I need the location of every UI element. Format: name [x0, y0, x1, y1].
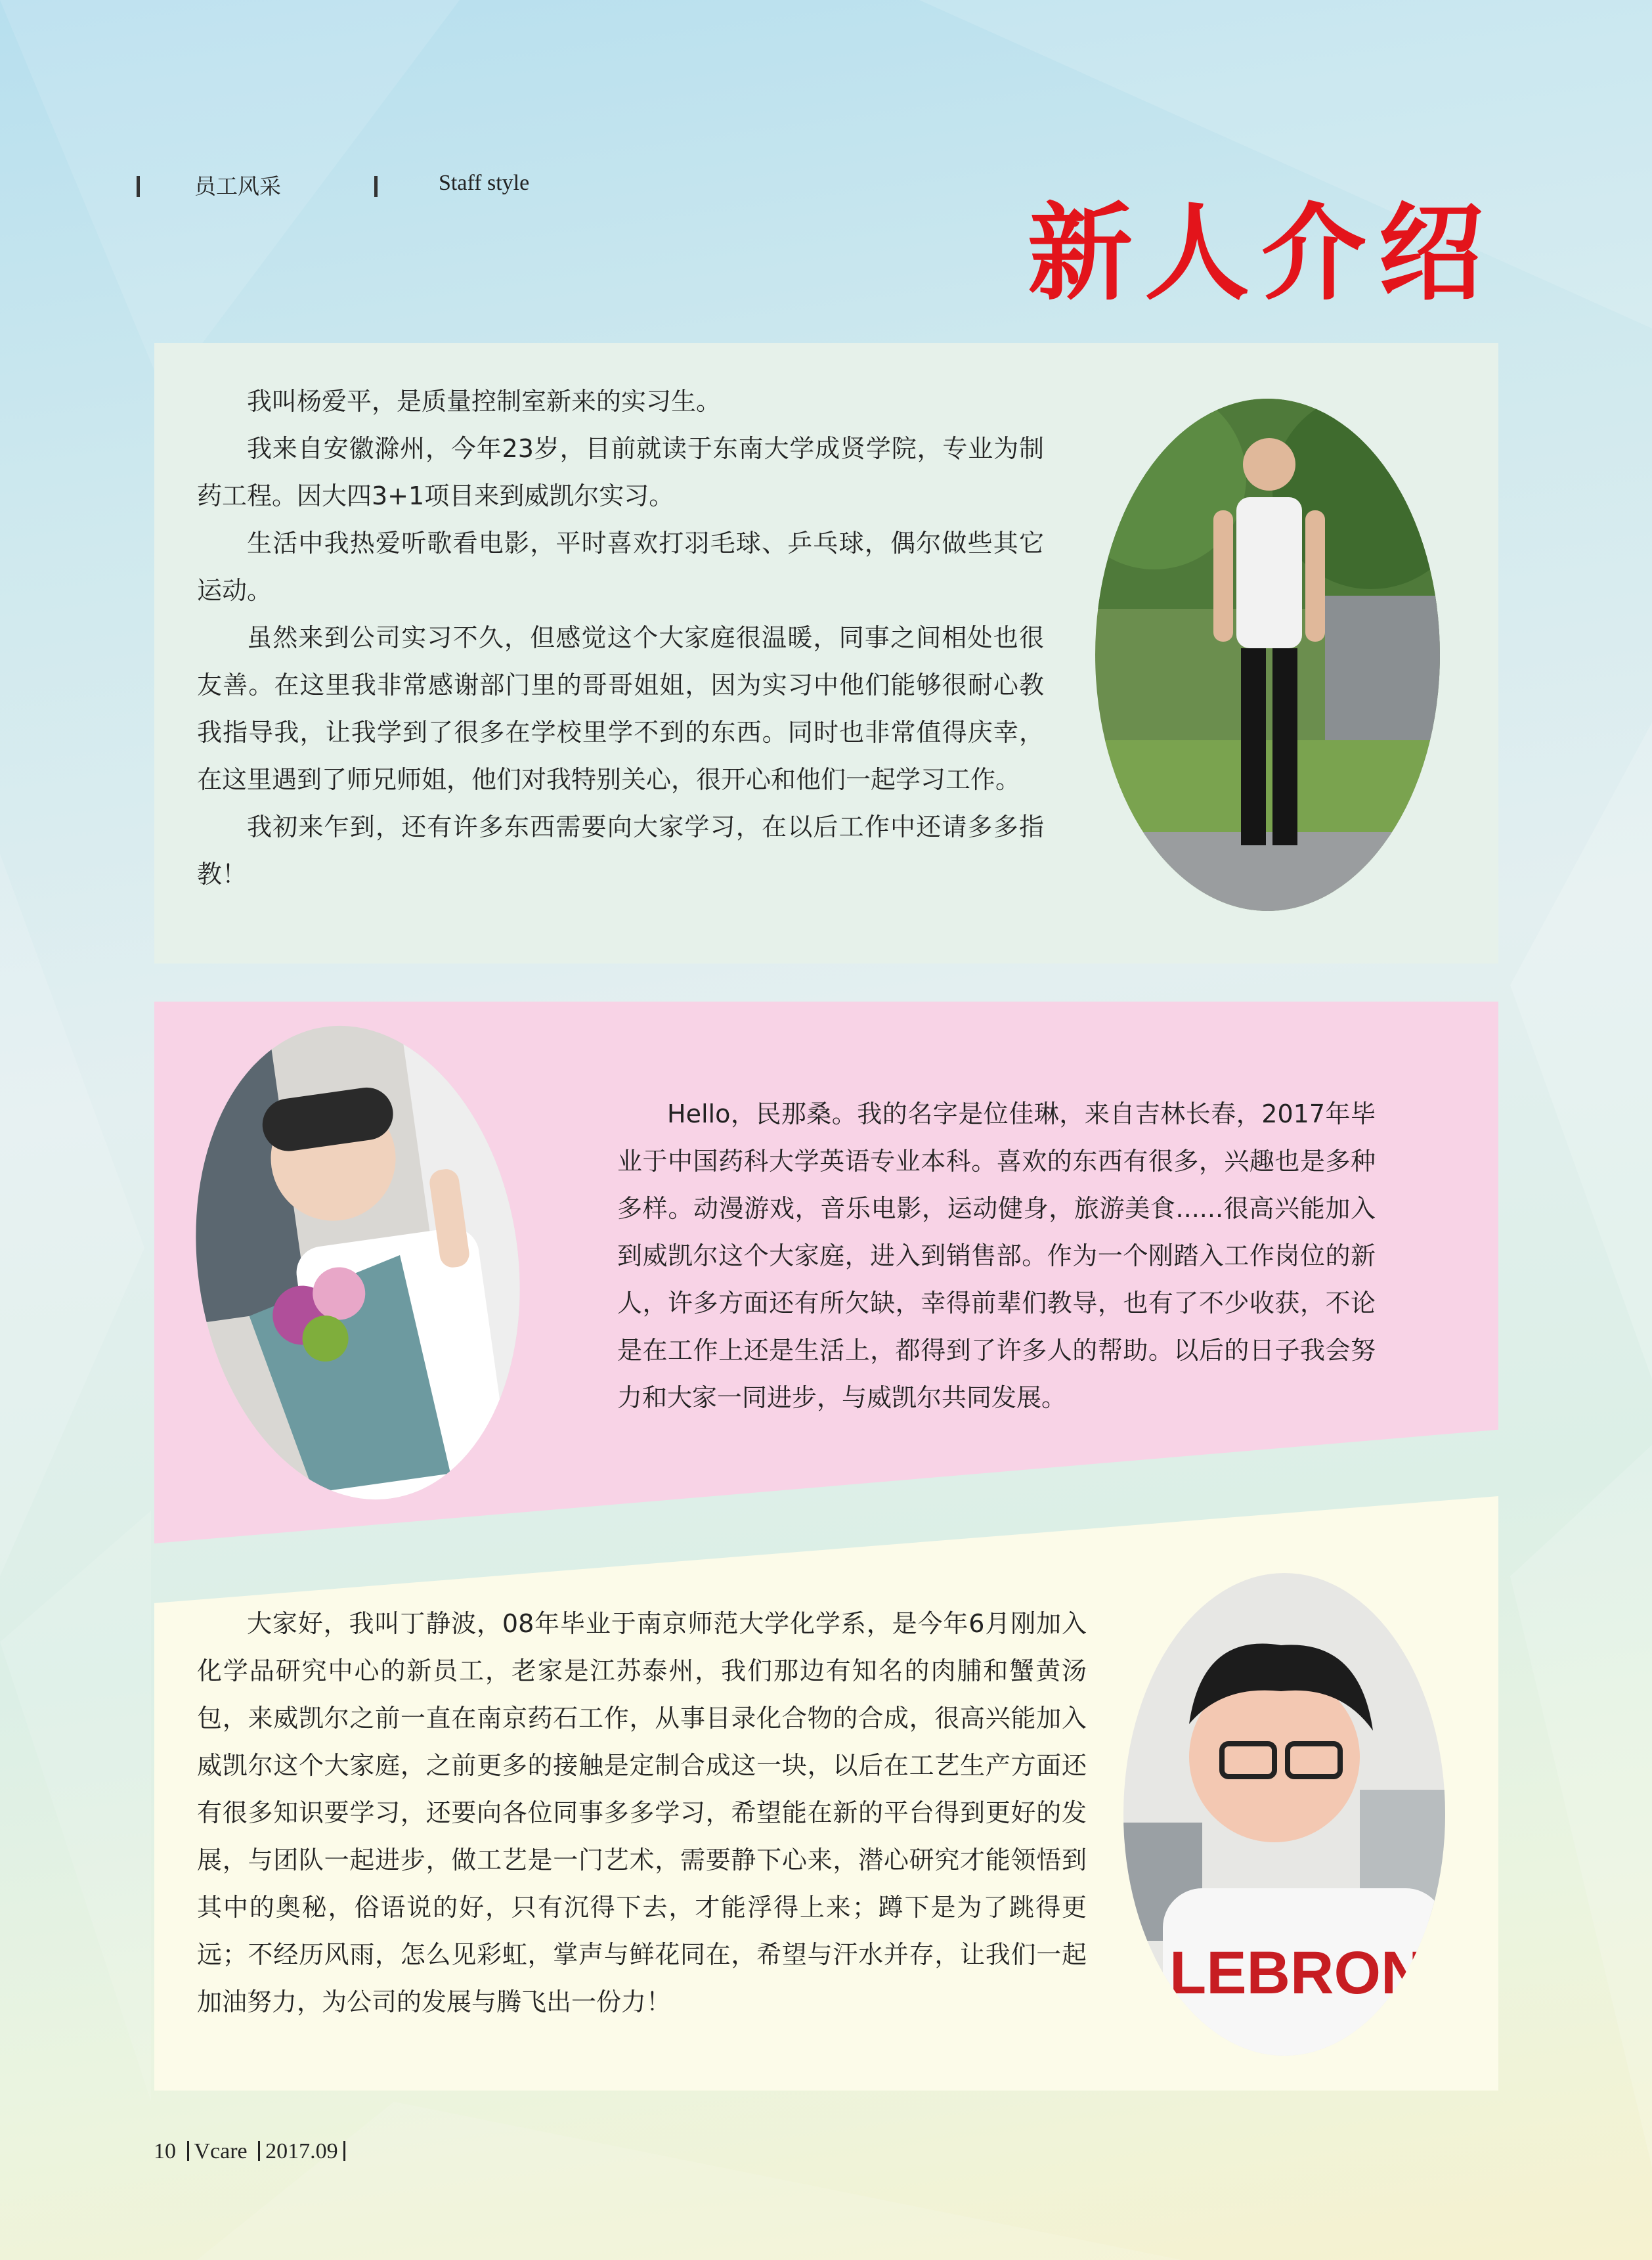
paragraph: 虽然来到公司实习不久，但感觉这个大家庭很温暖，同事之间相处也很友善。在这里我非常感谢部门里的哥哥姐姐，因为实习中他们能够很耐心教我指导我，让我学到了很多在学校里学不到的东西。同时也非常值得庆幸，在这里遇到了师兄师姐，他们对我特别关心，很开心和他们一起学习工作。 — [197, 623, 1044, 794]
paragraph: 我叫杨爱平，是质量控制室新来的实习生。 — [247, 387, 722, 416]
page-title: 新人介绍 — [1028, 191, 1496, 315]
footer-divider — [187, 2141, 189, 2161]
footer-divider — [258, 2141, 260, 2161]
paragraph: 我来自安徽滁州，今年23岁，目前就读于东南大学成贤学院，专业为制药工程。因大四3+1项目来到威凯尔实习。 — [197, 434, 1044, 510]
page-number: 10 — [154, 2139, 176, 2163]
intro-text-1 — [197, 378, 1044, 898]
intro-text-3 — [197, 1600, 1087, 2026]
page-footer — [154, 2139, 351, 2164]
magazine-name: Vcare — [194, 2139, 248, 2163]
paragraph: 大家好，我叫丁静波，08年毕业于南京师范大学化学系，是今年6月刚加入化学品研究中心的新员工，老家是江苏泰州，我们那边有知名的肉脯和蟹黄汤包，来威凯尔之前一直在南京药石工作，从事目录化合物的合成，很高兴能加入威凯尔这个大家庭，之前更多的接触是定制合成这一块，以后在工艺生产方面还有很多知识要学习，还要向各位同事多多学习，希望能在新的平台得到更好的发展，与团队一起进步，做工艺是一门艺术，需要静下心来，潜心研究才能领悟到其中的奥秘，俗语说的好，只有沉得下去，才能浮得上来；蹲下是为了跳得更远；不经历风雨，怎么见彩虹，掌声与鲜花同在，希望与汗水并存，让我们一起加油努力，为公司的发展与腾飞出一份力！ — [197, 1609, 1087, 2016]
footer-divider — [343, 2141, 345, 2161]
paragraph: 我初来乍到，还有许多东西需要向大家学习，在以后工作中还请多多指教！ — [197, 812, 1044, 889]
header-divider-right — [374, 176, 378, 197]
paragraph: Hello，民那桑。我的名字是位佳琳，来自吉林长春，2017年毕业于中国药科大学英语专业本科。喜欢的东西有很多，兴趣也是多种多样。动漫游戏，音乐电影，运动健身，旅游美食......很高兴能加入到威凯尔这个大家庭，进入到销售部。作为一个刚踏入工作岗位的新人，许多方面还有所欠缺，幸得前辈们教导，也有了不少收获，不论是在工作上还是生活上，都得到了许多人的帮助。以后的日子我会努力和大家一同进步，与威凯尔共同发展。 — [617, 1099, 1376, 1412]
shirt-print: LEBRON — [1169, 1939, 1425, 2006]
header-divider-left — [137, 176, 140, 197]
portrait-photo-3 — [1123, 1573, 1445, 2056]
section-label-en: Staff style — [439, 171, 530, 195]
paragraph: 生活中我热爱听歌看电影，平时喜欢打羽毛球、乒乓球，偶尔做些其它运动。 — [197, 529, 1044, 605]
section-label: 员工风采 — [194, 173, 281, 199]
intro-text-2 — [617, 1090, 1376, 1421]
portrait-photo-1 — [1095, 399, 1440, 911]
issue-date: 2017.09 — [265, 2139, 338, 2163]
